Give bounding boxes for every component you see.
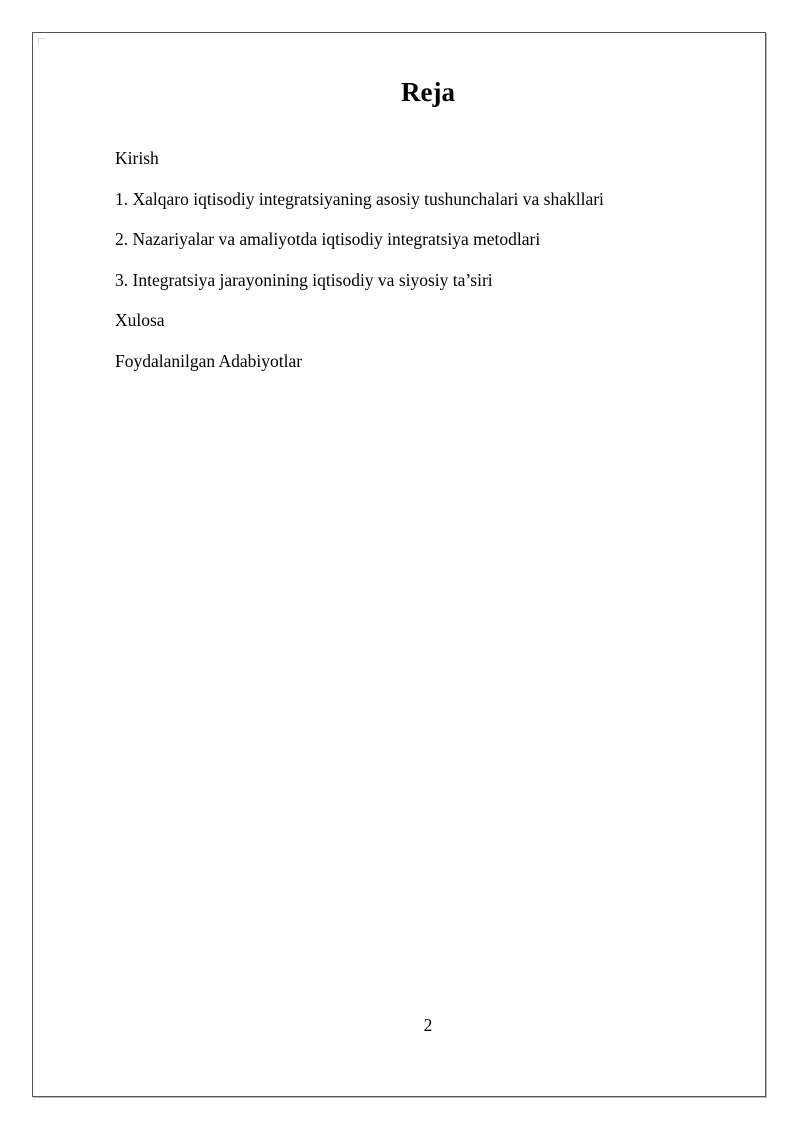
toc-item-3: 3. Integratsiya jarayonining iqtisodiy va siyosiy ta’siri xyxy=(115,269,493,290)
page-number: 2 xyxy=(423,1015,433,1035)
toc-item-references: Foydalanilgan Adabiyotlar xyxy=(115,350,303,371)
table-of-contents xyxy=(115,146,604,390)
toc-item-1: 1. Xalqaro iqtisodiy integratsiyaning asosiy tushunchalari va shakllari xyxy=(115,188,604,209)
corner-crop-mark xyxy=(38,38,45,45)
toc-item-2: 2. Nazariyalar va amaliyotda iqtisodiy integratsiya metodlari xyxy=(115,229,541,250)
toc-item-conclusion: Xulosa xyxy=(115,310,165,331)
page-title: Reja xyxy=(401,77,455,107)
toc-item-introduction: Kirish xyxy=(115,148,159,168)
